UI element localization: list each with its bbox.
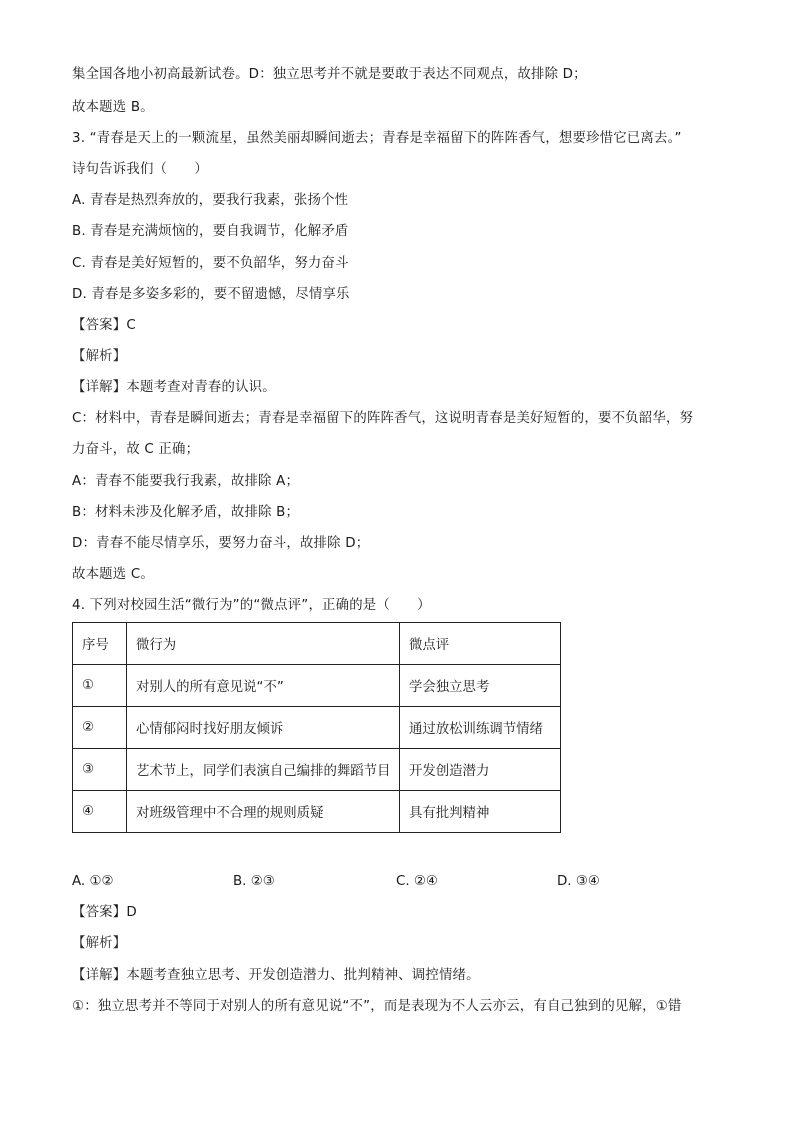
table-cell: ④ [73, 791, 127, 833]
table-cell: 开发创造潜力 [400, 749, 561, 791]
micro-behavior-table [72, 622, 561, 833]
q3-option-d: D. 青春是多姿多彩的，要不留遗憾，尽情享乐 [72, 287, 350, 302]
top-line-1: 集全国各地小初高最新试卷。D：独立思考并不就是要敢于表达不同观点，故排除 D； [72, 67, 587, 82]
q3-option-a: A. 青春是热烈奔放的，要我行我素，张扬个性 [72, 193, 349, 208]
table-header-cell: 微点评 [400, 623, 561, 665]
q3-option-c: C. 青春是美好短暂的，要不负韶华，努力奋斗 [72, 256, 349, 271]
q3-stem-line-1: 3. “青春是天上的一颗流星，虽然美丽却瞬间逝去；青春是幸福留下的阵阵香气，想要珍惜它已离去。” [72, 131, 682, 146]
table-cell: 对别人的所有意见说“不” [127, 665, 400, 707]
q3-conclusion: 故本题选 C。 [72, 567, 154, 582]
q3-analysis-label: 【解析】 [72, 349, 127, 364]
table-cell: 学会独立思考 [400, 665, 561, 707]
q4-stem: 4. 下列对校园生活“微行为”的“微点评”，正确的是（ ） [72, 598, 431, 613]
table-header-row [73, 623, 561, 665]
q3-answer: 【答案】C [72, 318, 136, 333]
table-cell: 心情郁闷时找好朋友倾诉 [127, 707, 400, 749]
q3-option-b: B. 青春是充满烦恼的，要自我调节，化解矛盾 [72, 224, 349, 239]
q4-answer: 【答案】D [72, 905, 137, 920]
q3-explanation-d: D：青春不能尽情享乐，要努力奋斗，故排除 D； [72, 536, 370, 551]
q3-explanation-b: B：材料未涉及化解矛盾，故排除 B； [72, 505, 300, 520]
table-cell: ② [73, 707, 127, 749]
table-cell: 对班级管理中不合理的规则质疑 [127, 791, 400, 833]
q3-stem-line-2: 诗句告诉我们（ ） [72, 162, 208, 177]
table-cell: 艺术节上，同学们表演自己编排的舞蹈节目 [127, 749, 400, 791]
table-row [73, 665, 561, 707]
table-header-cell: 序号 [73, 623, 127, 665]
top-line-2: 故本题选 B。 [72, 100, 154, 115]
q3-detail: 【详解】本题考查对青春的认识。 [72, 380, 276, 395]
q4-explanation-1: ①：独立思考并不等同于对别人的所有意见说“不”，而是表现为不人云亦云，有自己独到的见解，①错 [72, 999, 682, 1014]
q4-detail: 【详解】本题考查独立思考、开发创造潜力、批判精神、调控情绪。 [72, 968, 480, 983]
table-header-cell: 微行为 [127, 623, 400, 665]
q4-option-b: B. ②③ [233, 874, 275, 889]
table-cell: ③ [73, 749, 127, 791]
q4-option-d: D. ③④ [557, 874, 600, 889]
table-cell: 具有批判精神 [400, 791, 561, 833]
table-row [73, 749, 561, 791]
table-row [73, 791, 561, 833]
q4-analysis-label: 【解析】 [72, 936, 127, 951]
table-cell: ① [73, 665, 127, 707]
q3-explanation-a: A：青春不能要我行我素，故排除 A； [72, 474, 300, 489]
q3-explanation-c-line-1: C：材料中，青春是瞬间逝去；青春是幸福留下的阵阵香气，这说明青春是美好短暂的，要不负韶华，努 [72, 411, 694, 426]
q3-explanation-c-line-2: 力奋斗，故 C 正确； [72, 442, 200, 457]
table-cell: 通过放松训练调节情绪 [400, 707, 561, 749]
q4-option-a: A. ①② [72, 874, 114, 889]
table-row [73, 707, 561, 749]
q4-option-c: C. ②④ [396, 874, 438, 889]
